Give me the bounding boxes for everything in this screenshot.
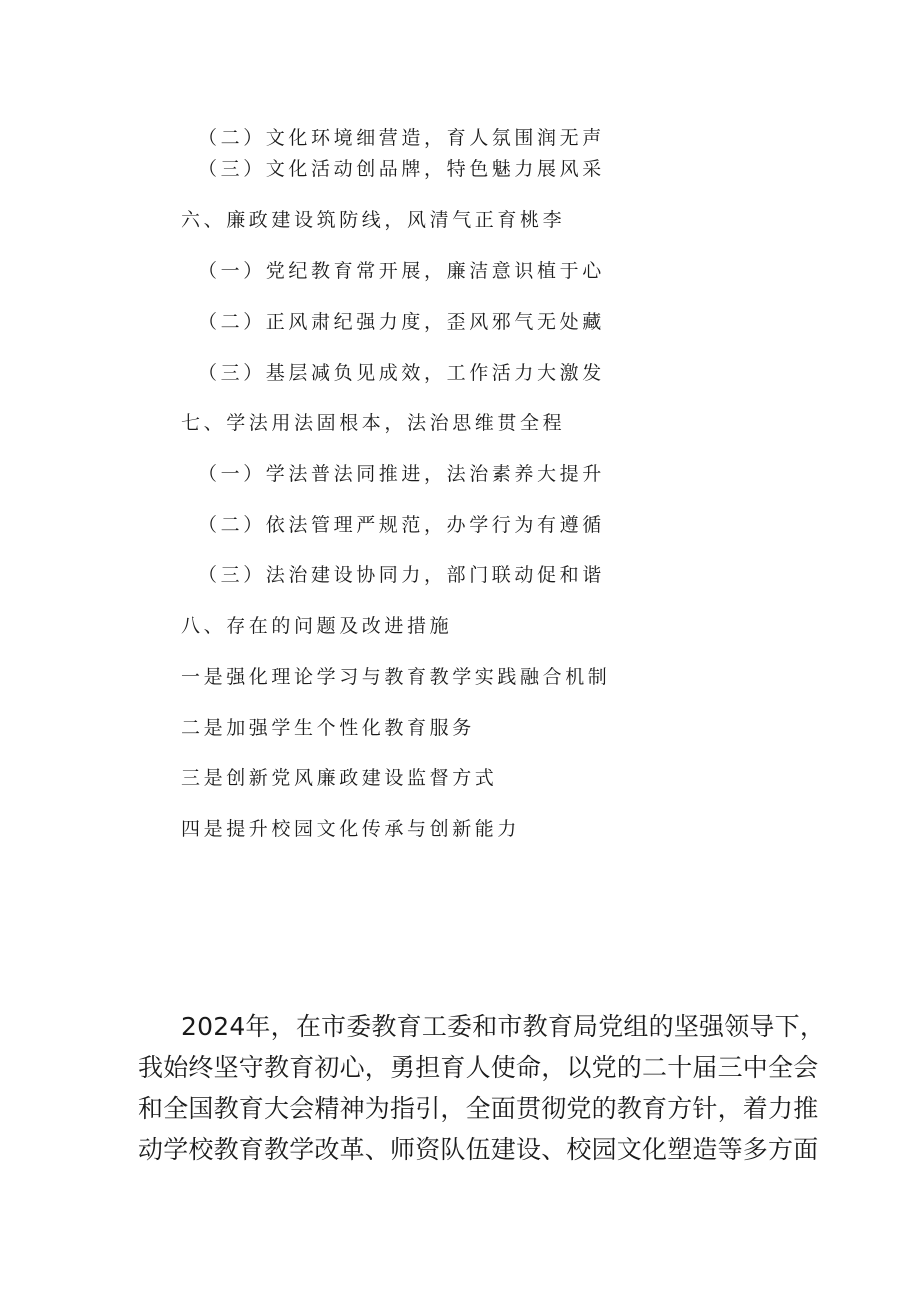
outline-item-6-1: （一）党纪教育常开展，廉洁意识植于心 (198, 260, 605, 282)
outline-item-7-3: （三）法治建设协同力，部门联动促和谐 (198, 564, 605, 586)
outline-item-7-1: （一）学法普法同推进，法治素养大提升 (198, 463, 605, 485)
outline-item-5-2: （二）文化环境细营造，育人氛围润无声 (198, 127, 605, 149)
outline-measure-1: 一是强化理论学习与教育教学实践融合机制 (181, 666, 611, 688)
outline-measure-4: 四是提升校园文化传承与创新能力 (181, 818, 521, 840)
outline-measure-2: 二是加强学生个性化教育服务 (181, 717, 475, 739)
body-line-1: 2024年，在市委教育工委和市教育局党组的坚强领导下， (181, 1012, 826, 1041)
outline-item-6-2: （二）正风肃纪强力度，歪风邪气无处藏 (198, 311, 605, 333)
body-line-2: 我始终坚守教育初心，勇担育人使命，以党的二十届三中全会 (138, 1053, 819, 1082)
outline-measure-3: 三是创新党风廉政建设监督方式 (181, 767, 498, 789)
outline-section-7: 七、学法用法固根本，法治思维贯全程 (181, 412, 566, 434)
body-line-4: 动学校教育教学改革、师资队伍建设、校园文化塑造等多方面 (138, 1135, 819, 1164)
outline-item-7-2: （二）依法管理严规范，办学行为有遵循 (198, 514, 605, 536)
outline-section-8: 八、存在的问题及改进措施 (181, 615, 453, 637)
body-line-3: 和全国教育大会精神为指引，全面贯彻党的教育方针，着力推 (138, 1094, 819, 1123)
outline-section-6: 六、廉政建设筑防线，风清气正育桃李 (181, 209, 566, 231)
body-paragraph (138, 1006, 826, 1170)
outline-item-5-3: （三）文化活动创品牌，特色魅力展风采 (198, 158, 605, 180)
outline-item-6-3: （三）基层减负见成效，工作活力大激发 (198, 362, 605, 384)
